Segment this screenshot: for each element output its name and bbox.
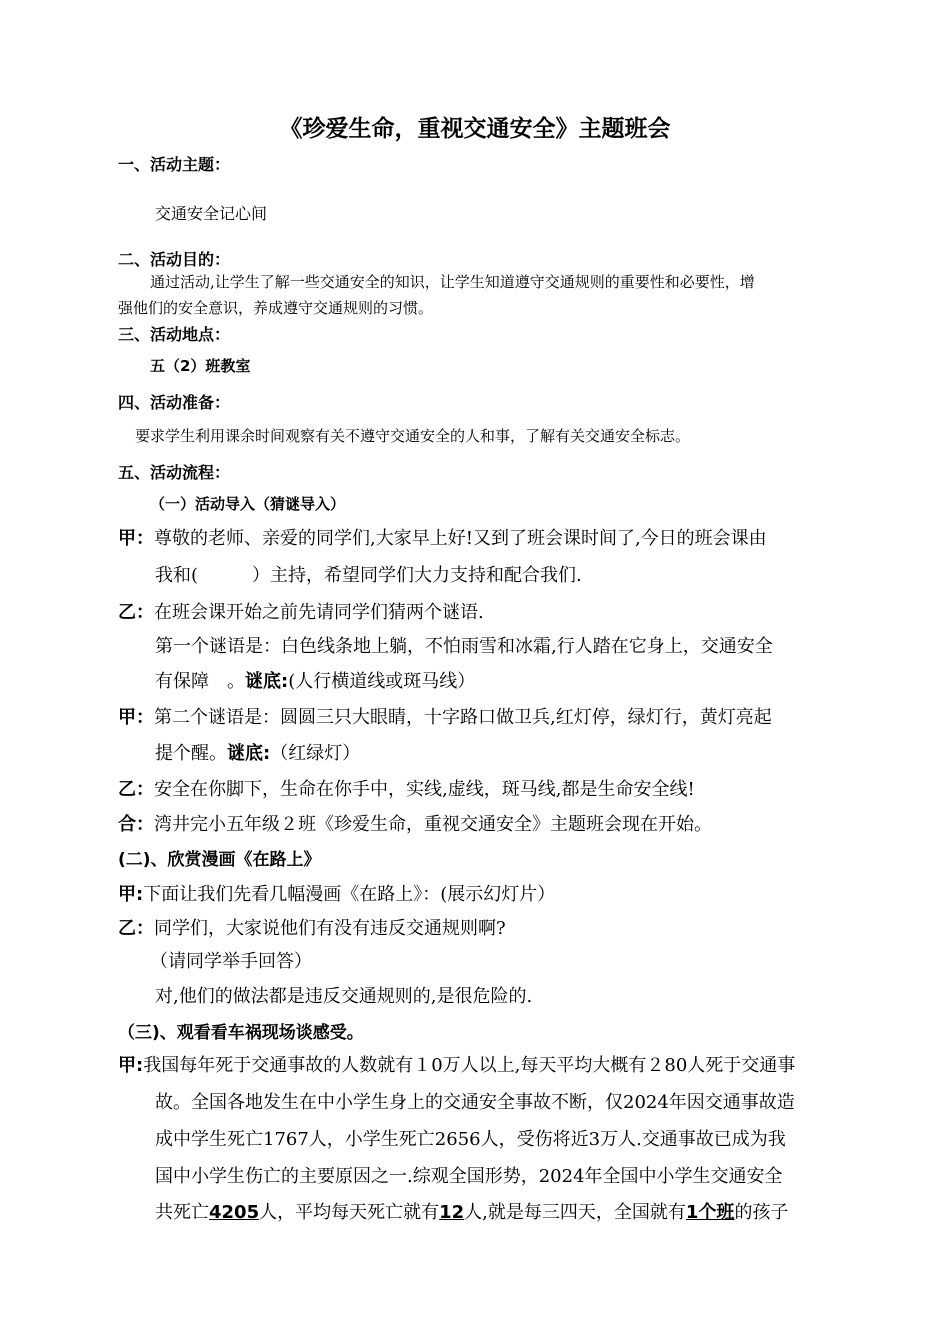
page-title: 《珍爱生命，重视交通安全》主题班会 — [279, 116, 671, 142]
dialogue-text: 安全在你脚下，生命在你手中，实线,虚线，斑马线,都是生命安全线! — [154, 779, 695, 800]
dialogue-text: 湾井完小五年级２班《珍爱生命，重视交通安全》主题班会现在开始。 — [154, 814, 712, 835]
dialogue-text: 在班会课开始之前先请同学们猜两个谜语. — [154, 602, 484, 623]
theme-text: 交通安全记心间 — [155, 204, 268, 223]
dialogue-text: 提个醒。 — [155, 743, 227, 764]
dialogue-line: 成中学生死亡1767人，小学生死亡2656人，受伤将近3万人.交通事故已成为我 — [155, 1129, 786, 1150]
dialogue-text: 同学们，大家说他们有没有违反交通规则啊? — [154, 918, 506, 939]
dialogue-line — [118, 914, 506, 940]
speaker-label: 甲: — [118, 884, 144, 905]
speaker-label: 乙： — [118, 918, 154, 939]
statistic-deaths-daily: 12 — [439, 1202, 465, 1223]
section-heading-process: 五、活动流程： — [118, 463, 231, 482]
riddle-answer-label: 谜底: — [227, 743, 271, 764]
dialogue-text: 我国每年死于交通事故的人数就有１0万人以上,每天平均大概有２80人死于交通事 — [143, 1055, 796, 1076]
speaker-label: 乙： — [118, 602, 154, 623]
speaker-label: 甲： — [118, 707, 154, 728]
dialogue-line: 我和( ）主持，希望同学们大力支持和配合我们. — [155, 565, 582, 586]
purpose-text-line-1: 通过活动,让学生了解一些交通安全的知识，让学生知道遵守交通规则的重要性和必要性，增 — [150, 273, 755, 291]
dialogue-line: 第一个谜语是：白色线条地上躺，不怕雨雪和冰霜,行人踏在它身上，交通安全 — [155, 636, 773, 657]
dialogue-line — [118, 703, 772, 729]
dialogue-text: （红绿灯） — [270, 743, 361, 764]
dialogue-line: （请同学举手回答） — [150, 951, 312, 972]
dialogue-line — [155, 1198, 788, 1224]
dialogue-text: 有保障 。 — [155, 671, 245, 692]
dialogue-text: 的孩子 — [734, 1202, 789, 1223]
dialogue-line — [118, 524, 767, 550]
location-text: 五（2）班教室 — [150, 357, 251, 375]
section-heading-location: 三、活动地点： — [118, 325, 231, 344]
part2-heading: (二)、欣赏漫画《在路上》 — [118, 850, 321, 870]
preparation-text: 要求学生利用课余时间观察有关不遵守交通安全的人和事，了解有关交通安全标志。 — [135, 427, 691, 445]
dialogue-text: 尊敬的老师、亲爱的同学们,大家早上好!又到了班会课时间了,今日的班会课由 — [154, 528, 767, 549]
dialogue-line: 故。全国各地发生在中小学生身上的交通安全事故不断，仅2024年因交通事故造 — [155, 1092, 795, 1113]
dialogue-line — [118, 598, 484, 624]
speaker-label: 甲: — [118, 1055, 144, 1076]
dialogue-text: (人行横道线或斑马线） — [288, 671, 476, 692]
dialogue-line — [155, 739, 360, 765]
dialogue-text: 人,就是每三四天，全国就有 — [464, 1202, 686, 1223]
part1-heading: （一）活动导入（猜谜导入） — [150, 495, 346, 513]
section-heading-theme: 一、活动主题： — [118, 155, 231, 174]
purpose-text-line-2: 强他们的安全意识，养成遵守交通规则的习惯。 — [118, 299, 434, 317]
dialogue-line — [155, 667, 475, 693]
riddle-answer-label: 谜底: — [245, 671, 289, 692]
dialogue-line: 对,他们的做法都是违反交通规则的,是很危险的. — [155, 986, 533, 1007]
part3-heading: （三)、观看看车祸现场谈感受。 — [118, 1023, 364, 1043]
dialogue-line: 国中小学生伤亡的主要原因之一.综观全国形势，2024年全国中小学生交通安全 — [155, 1166, 783, 1187]
dialogue-text: 共死亡 — [155, 1202, 209, 1223]
dialogue-line — [118, 880, 555, 906]
dialogue-text: 第二个谜语是：圆圆三只大眼睛，十字路口做卫兵,红灯停，绿灯行，黄灯亮起 — [154, 707, 772, 728]
dialogue-line — [118, 775, 695, 801]
section-heading-preparation: 四、活动准备： — [118, 393, 231, 412]
speaker-label: 乙： — [118, 779, 154, 800]
speaker-label: 甲： — [118, 528, 154, 549]
statistic-deaths-total: 4205 — [209, 1202, 260, 1223]
dialogue-line — [118, 1051, 795, 1077]
dialogue-text: 下面让我们先看几幅漫画《在路上》：(展示幻灯片） — [143, 884, 556, 905]
dialogue-text: 人，平均每天死亡就有 — [259, 1202, 440, 1223]
dialogue-line — [118, 810, 712, 836]
section-heading-purpose: 二、活动目的： — [118, 250, 231, 269]
speaker-label: 合： — [118, 814, 154, 835]
statistic-class-count: 1个班 — [685, 1202, 735, 1223]
